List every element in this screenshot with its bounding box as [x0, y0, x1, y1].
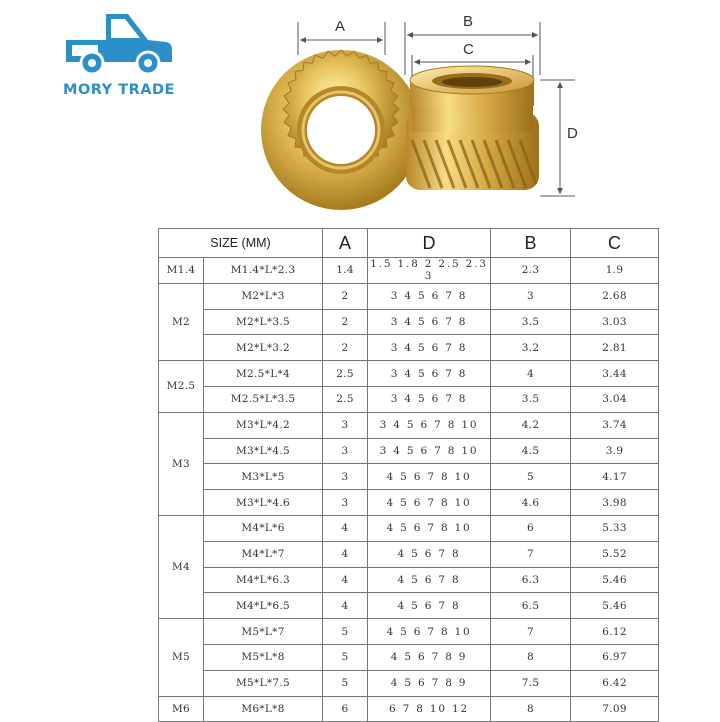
d-values-cell: 4 5 6 7 8 10	[368, 464, 491, 490]
size-group-cell: M3	[159, 412, 204, 515]
c-value-cell: 5.46	[571, 567, 659, 593]
size-group-cell: M5	[159, 619, 204, 696]
b-value-cell: 3.5	[491, 309, 571, 335]
d-values-cell: 4 5 6 7 8	[368, 541, 491, 567]
d-values-cell: 4 5 6 7 8	[368, 567, 491, 593]
table-row	[159, 541, 659, 567]
b-value-cell: 7	[491, 541, 571, 567]
size-group-cell: M6	[159, 696, 204, 722]
dimension-label-c: C	[463, 41, 474, 58]
c-value-cell: 3.98	[571, 490, 659, 516]
table-row	[159, 386, 659, 412]
b-value-cell: 6	[491, 515, 571, 541]
c-column-header: C	[571, 229, 659, 258]
table-row	[159, 490, 659, 516]
a-value-cell: 4	[323, 541, 368, 567]
size-group-cell: M2.5	[159, 361, 204, 413]
table-row	[159, 567, 659, 593]
c-value-cell: 3.44	[571, 361, 659, 387]
b-value-cell: 6.3	[491, 567, 571, 593]
brand-logo	[56, 8, 182, 103]
d-values-cell: 3 4 5 6 7 8 10	[368, 412, 491, 438]
d-values-cell: 3 4 5 6 7 8	[368, 309, 491, 335]
c-value-cell: 7.09	[571, 696, 659, 722]
a-value-cell: 4	[323, 515, 368, 541]
size-spec-table	[158, 228, 659, 722]
model-cell: M4*L*6	[204, 515, 323, 541]
b-column-header: B	[491, 229, 571, 258]
b-value-cell: 7	[491, 619, 571, 645]
d-values-cell: 4 5 6 7 8 9	[368, 644, 491, 670]
c-value-cell: 5.33	[571, 515, 659, 541]
b-value-cell: 3.5	[491, 386, 571, 412]
a-value-cell: 2.5	[323, 361, 368, 387]
model-cell: M2.5*L*4	[204, 361, 323, 387]
table-row	[159, 670, 659, 696]
size-group-cell: M2	[159, 283, 204, 360]
c-value-cell: 3.9	[571, 438, 659, 464]
d-values-cell: 4 5 6 7 8	[368, 593, 491, 619]
table-body	[159, 258, 659, 722]
model-cell: M4*L*6.5	[204, 593, 323, 619]
dimension-label-d: D	[567, 125, 578, 142]
a-value-cell: 3	[323, 438, 368, 464]
a-value-cell: 2	[323, 335, 368, 361]
table-row	[159, 258, 659, 284]
b-value-cell: 3.2	[491, 335, 571, 361]
model-cell: M3*L*4.5	[204, 438, 323, 464]
model-cell: M2*L*3.5	[204, 309, 323, 335]
model-cell: M4*L*7	[204, 541, 323, 567]
d-values-cell: 4 5 6 7 8 10	[368, 490, 491, 516]
b-value-cell: 4.5	[491, 438, 571, 464]
c-value-cell: 2.81	[571, 335, 659, 361]
table-row	[159, 644, 659, 670]
a-value-cell: 3	[323, 464, 368, 490]
a-column-header: A	[323, 229, 368, 258]
b-value-cell: 4.2	[491, 412, 571, 438]
d-values-cell: 4 5 6 7 8 9	[368, 670, 491, 696]
b-value-cell: 8	[491, 644, 571, 670]
model-cell: M6*L*8	[204, 696, 323, 722]
d-values-cell: 4 5 6 7 8 10	[368, 515, 491, 541]
c-value-cell: 4.17	[571, 464, 659, 490]
b-value-cell: 5	[491, 464, 571, 490]
product-diagram	[240, 0, 600, 215]
truck-icon	[62, 8, 176, 80]
a-value-cell: 6	[323, 696, 368, 722]
dimension-label-a: A	[335, 18, 346, 35]
b-value-cell: 4.6	[491, 490, 571, 516]
table-row	[159, 696, 659, 722]
table-row	[159, 515, 659, 541]
d-values-cell: 3 4 5 6 7 8	[368, 283, 491, 309]
a-value-cell: 1.4	[323, 258, 368, 284]
table-row	[159, 335, 659, 361]
a-value-cell: 5	[323, 670, 368, 696]
a-value-cell: 5	[323, 619, 368, 645]
model-cell: M5*L*7.5	[204, 670, 323, 696]
a-value-cell: 3	[323, 412, 368, 438]
table-row	[159, 593, 659, 619]
model-cell: M2.5*L*3.5	[204, 386, 323, 412]
model-cell: M3*L*4.2	[204, 412, 323, 438]
table-row	[159, 619, 659, 645]
a-value-cell: 3	[323, 490, 368, 516]
a-value-cell: 4	[323, 593, 368, 619]
model-cell: M4*L*6.3	[204, 567, 323, 593]
c-value-cell: 1.9	[571, 258, 659, 284]
c-value-cell: 3.04	[571, 386, 659, 412]
table-row	[159, 309, 659, 335]
c-value-cell: 3.03	[571, 309, 659, 335]
c-value-cell: 3.74	[571, 412, 659, 438]
d-values-cell: 1.5 1.8 2 2.5 2.3 3	[368, 258, 491, 284]
d-values-cell: 3 4 5 6 7 8	[368, 361, 491, 387]
d-values-cell: 6 7 8 10 12	[368, 696, 491, 722]
brand-name: MORY TRADE	[63, 82, 175, 98]
b-value-cell: 4	[491, 361, 571, 387]
size-group-cell: M1.4	[159, 258, 204, 284]
table-row	[159, 283, 659, 309]
b-value-cell: 3	[491, 283, 571, 309]
c-value-cell: 2.68	[571, 283, 659, 309]
size-group-cell: M4	[159, 515, 204, 618]
d-values-cell: 3 4 5 6 7 8 10	[368, 438, 491, 464]
model-cell: M5*L*8	[204, 644, 323, 670]
b-value-cell: 2.3	[491, 258, 571, 284]
a-value-cell: 2	[323, 309, 368, 335]
a-value-cell: 5	[323, 644, 368, 670]
model-cell: M1.4*L*2.3	[204, 258, 323, 284]
table-row	[159, 412, 659, 438]
model-cell: M5*L*7	[204, 619, 323, 645]
model-cell: M2*L*3	[204, 283, 323, 309]
a-value-cell: 2.5	[323, 386, 368, 412]
c-value-cell: 5.46	[571, 593, 659, 619]
size-column-header: SIZE (MM)	[159, 229, 323, 258]
d-values-cell: 4 5 6 7 8 10	[368, 619, 491, 645]
table-row	[159, 438, 659, 464]
a-value-cell: 4	[323, 567, 368, 593]
d-column-header: D	[368, 229, 491, 258]
dimension-label-b: B	[463, 13, 474, 30]
table-header-row	[159, 229, 659, 258]
brass-insert-illustration	[240, 0, 600, 215]
table-row	[159, 464, 659, 490]
table-row	[159, 361, 659, 387]
b-value-cell: 7.5	[491, 670, 571, 696]
c-value-cell: 5.52	[571, 541, 659, 567]
model-cell: M3*L*5	[204, 464, 323, 490]
a-value-cell: 2	[323, 283, 368, 309]
d-values-cell: 3 4 5 6 7 8	[368, 335, 491, 361]
b-value-cell: 8	[491, 696, 571, 722]
b-value-cell: 6.5	[491, 593, 571, 619]
c-value-cell: 6.97	[571, 644, 659, 670]
model-cell: M2*L*3.2	[204, 335, 323, 361]
c-value-cell: 6.12	[571, 619, 659, 645]
d-values-cell: 3 4 5 6 7 8	[368, 386, 491, 412]
model-cell: M3*L*4.6	[204, 490, 323, 516]
c-value-cell: 6.42	[571, 670, 659, 696]
